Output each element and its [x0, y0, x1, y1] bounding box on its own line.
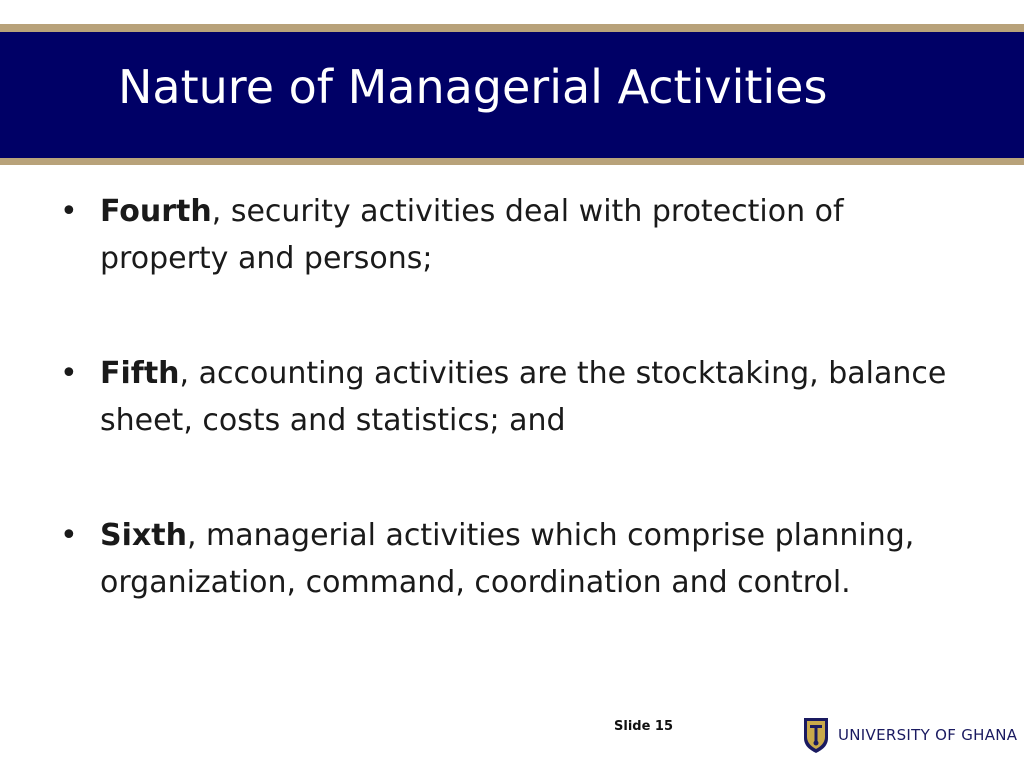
bullet-lead: Fifth [100, 356, 180, 391]
university-brand [802, 715, 1017, 755]
bullet-lead: Sixth [100, 518, 187, 553]
bullet-item-fourth [56, 188, 976, 282]
bullet-text: , security activities deal with protection of property and persons; [100, 194, 844, 276]
bullet-item-sixth [56, 512, 976, 606]
bullet-item-fifth [56, 350, 976, 444]
title-top-rule [0, 24, 1024, 32]
bullet-text: , accounting activities are the stocktaking, balance sheet, costs and statistics; and [100, 356, 947, 438]
university-name: UNIVERSITY OF GHANA [838, 726, 1018, 744]
title-bottom-rule [0, 158, 1024, 165]
bullet-dot: • [60, 518, 78, 553]
bullet-dot: • [60, 356, 78, 391]
bullet-dot: • [60, 194, 78, 229]
bullet-text: , managerial activities which comprise planning, organization, command, coordination and control. [100, 518, 915, 600]
university-crest-icon [802, 716, 830, 754]
slide-number: Slide 15 [614, 719, 674, 734]
bullet-list [56, 188, 976, 674]
bullet-lead: Fourth [100, 194, 212, 229]
slide-title: Nature of Managerial Activities [118, 60, 828, 114]
